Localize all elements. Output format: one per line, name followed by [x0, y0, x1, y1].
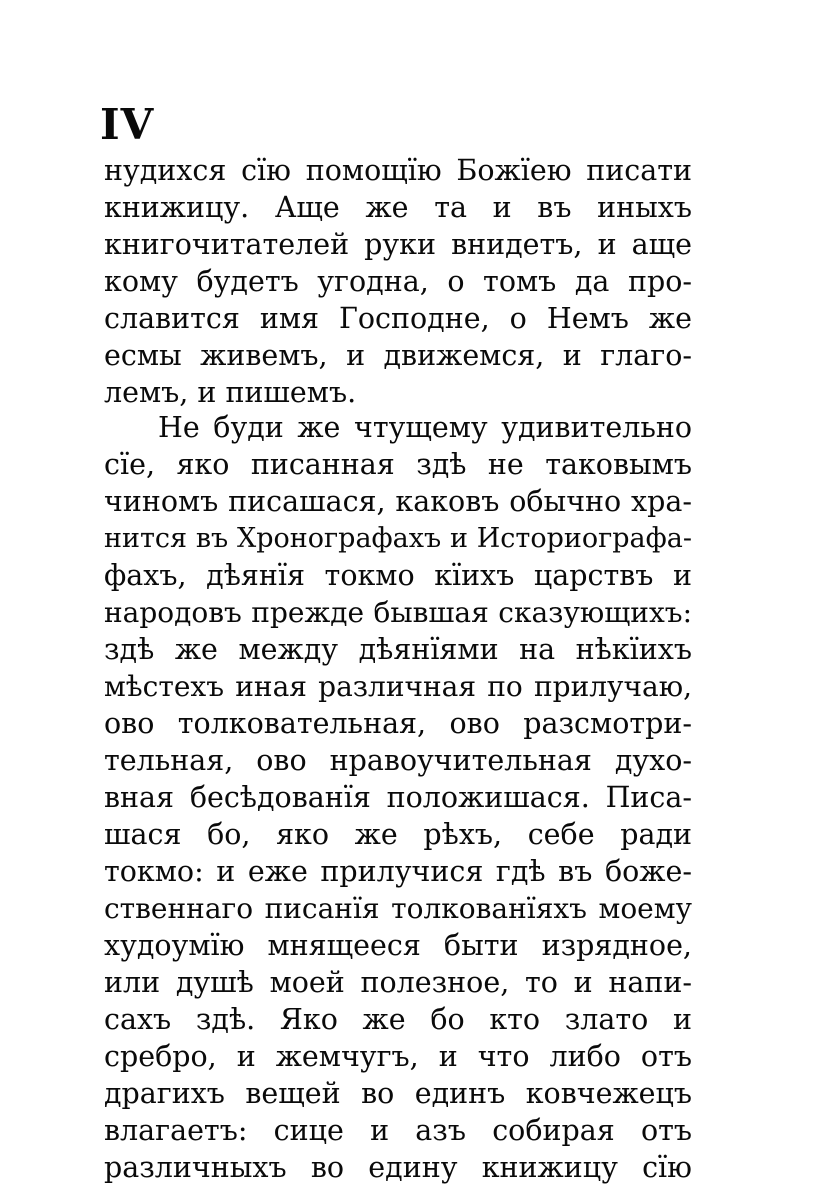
text-line: чиномъ писашася, каковъ обычно хра-	[104, 485, 692, 518]
text-line: здѣ же между дѣянїями на нѣкїихъ	[104, 633, 692, 666]
text-line: вная бесѣдованїя положишася. Писа-	[104, 781, 692, 814]
paragraph-2	[104, 409, 692, 1186]
text-line: драгихъ вещей во единъ ковчежецъ	[104, 1077, 692, 1110]
text-line: различныхъ во едину книжицу сїю	[104, 1151, 692, 1184]
text-line: влагаетъ: сице и азъ собирая отъ	[104, 1114, 692, 1147]
text-line: ово толковательная, ово разсмотри-	[104, 707, 692, 740]
text-line: ственнаго писанїя толкованїяхъ моему	[104, 892, 692, 925]
text-line: худоумїю мнящееся быти изрядное,	[104, 929, 692, 962]
text-line: шася бо, яко же рѣхъ, себе ради	[104, 818, 692, 851]
text-line: есмы живемъ, и движемся, и глаго-	[104, 339, 692, 372]
page-number: IV	[100, 100, 155, 149]
text-line: народовъ прежде бывшая сказующихъ:	[104, 596, 692, 629]
text-line: книжицу. Аще же та и въ иныхъ	[104, 191, 692, 224]
text-line: сїе, яко писанная здѣ не таковымъ	[104, 448, 692, 481]
text-line: токмо: и еже прилучися гдѣ въ боже-	[104, 855, 692, 888]
text-line: или душѣ моей полезное, то и напи-	[104, 966, 692, 999]
text-line: сребро, и жемчугъ, и что либо отъ	[104, 1040, 692, 1073]
text-line: книгочитателей руки внидетъ, и аще	[104, 228, 692, 261]
text-line: тельная, ово нравоучительная духо-	[104, 744, 692, 777]
text-line: сахъ здѣ. Яко же бо кто злато и	[104, 1003, 692, 1036]
text-line: славится имя Господне, о Немъ же	[104, 302, 692, 335]
text-line: лемъ, и пишемъ.	[104, 376, 357, 409]
text-line: кому будетъ угодна, о томъ да про-	[104, 265, 692, 298]
text-line: мѣстехъ иная различная по прилучаю,	[104, 670, 692, 703]
text-line: нудихся сїю помощїю Божїею писати	[104, 154, 692, 187]
text-line: фахъ, дѣянїя токмо кїихъ царствъ и	[104, 559, 692, 592]
text-line: Не буди же чтущему удивительно	[158, 411, 692, 444]
text-line: нится въ Хронографахъ и Историографа-	[104, 523, 692, 554]
paragraph-1	[104, 152, 692, 411]
